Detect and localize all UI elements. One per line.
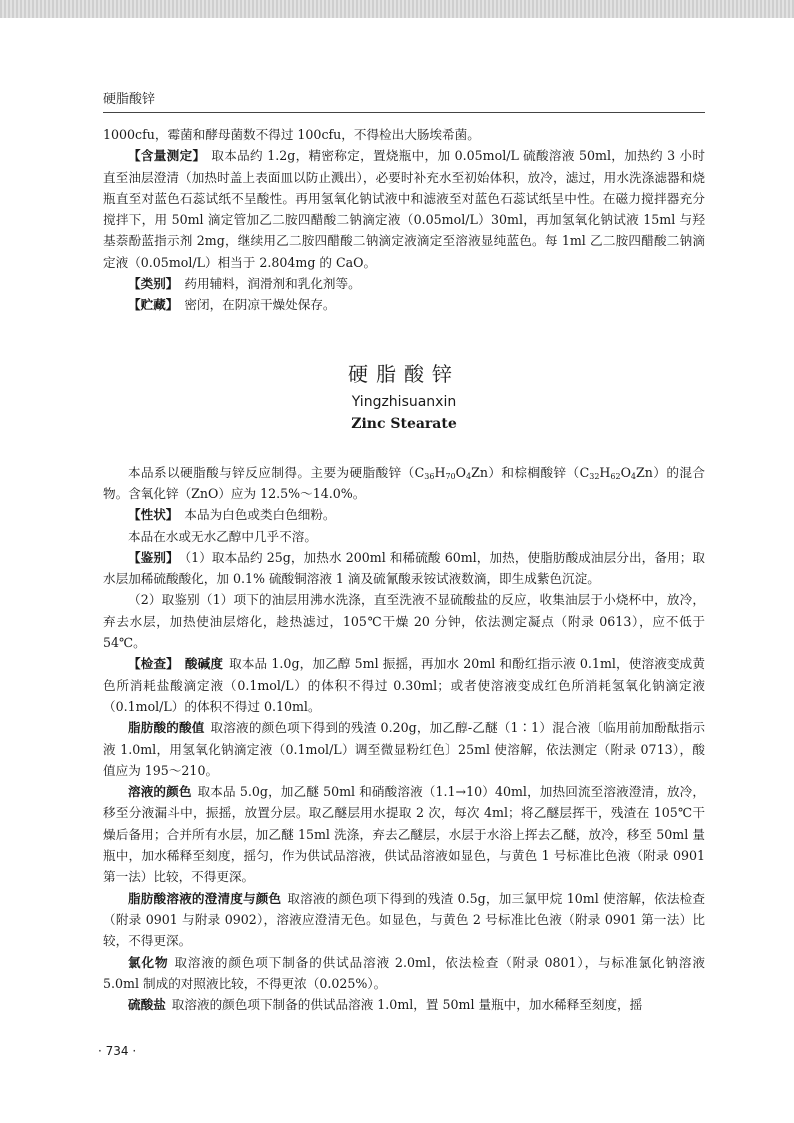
storage-label: 【贮藏】 <box>128 297 179 313</box>
solution-color-label: 溶液的颜色 <box>128 784 192 800</box>
solubility-paragraph: 本品在水或无水乙醇中几乎不溶。 <box>128 528 317 544</box>
clarity-label: 脂肪酸溶液的澄清度与颜色 <box>128 890 282 906</box>
chloride-text: 取溶液的颜色项下制备的供试品溶液 2.0ml，依法检查（附录 0801），与标准氯化钠溶液 5.0ml 制成的对照液比较，不得更浓（0.025%）。 <box>103 954 706 991</box>
scan-top-border <box>0 0 794 18</box>
storage-paragraph <box>103 294 705 315</box>
monograph-title-cn: 硬脂酸锌 <box>348 361 460 386</box>
fatty-acid-value-paragraph <box>103 717 705 781</box>
intro-paragraph: 本品系以硬脂酸与锌反应制得。主要为硬脂酸锌$(C_{36}H_{70}O_4Zn)$和棕榈酸锌$(C_{32}H_{62}O_4Zn)$的混合物。含氧化锌（ZnO）应为 12.5%～14.0%。 <box>103 464 705 501</box>
assay-label: 【含量测定】 <box>128 148 206 164</box>
chloride-label: 氯化物 <box>128 954 169 970</box>
tests-label: 【检查】 <box>128 656 179 672</box>
fatty-acid-value-text: 取溶液的颜色项下得到的残渣 0.20g，加乙醇-乙醚（1∶1）混合液〔临用前加酚酞指示液 1.0ml，用氢氧化钠滴定液（0.1mol/L）调至微显粉红色〕25ml 使溶解，依法测定（附录 0713），酸值应为 195～210。 <box>103 720 705 778</box>
storage-text: 密闭，在阴凉干燥处保存。 <box>184 297 336 313</box>
category-label: 【类别】 <box>128 276 179 292</box>
continued-line: 1000cfu，霉菌和酵母菌数不得过 100cfu，不得检出大肠埃希菌。 <box>103 127 480 142</box>
fatty-acid-value-label: 脂肪酸的酸值 <box>128 720 205 736</box>
sulfate-label: 硫酸盐 <box>128 997 166 1013</box>
running-head: 硬脂酸锌 <box>103 92 156 107</box>
chloride-paragraph <box>103 952 705 995</box>
page-content <box>103 124 705 1015</box>
properties-text: 本品为白色或类白色细粉。 <box>184 507 336 523</box>
acidity-text: 取本品 1.0g，加乙醇 5ml 振摇，再加水 20ml 和酚红指示液 0.1ml，使溶液变成黄色所消耗盐酸滴定液（0.1mol/L）的体积不得过 0.30ml；或者使溶液变成红色所消耗氢氧化钠滴定液（0.1mol/L）的体积不得过 0.10ml。 <box>103 656 705 714</box>
properties-label: 【性状】 <box>128 507 179 523</box>
properties-paragraph <box>103 504 705 525</box>
solution-color-text: 取本品 5.0g，加乙醚 50ml 和硝酸溶液（1.1→10）40ml，加热回流至溶液澄清，放冷，移至分液漏斗中，振摇，放置分层。取乙醚层用水提取 2 次，每次 4ml；将乙醚层挥干，残渣在 105℃干燥后备用；合并所有水层，加乙醚 15ml 洗涤，弃去乙醚层，水层于水浴上挥去乙醚，放冷，移至 50ml 量瓶中，加水稀释至刻度，摇匀，作为供试品溶液，供试品溶液如显色，与黄色 1 号标准比色液（附录 0901 第一法）比较，不得更深。 <box>103 784 705 885</box>
sulfate-paragraph <box>103 994 705 1015</box>
monograph-title-en: Zinc Stearate <box>351 415 457 432</box>
identification-paragraph-1 <box>103 547 705 590</box>
category-paragraph <box>103 273 705 294</box>
category-text: 药用辅料，润滑剂和乳化剂等。 <box>184 276 361 292</box>
sulfate-text: 取溶液的颜色项下制备的供试品溶液 1.0ml，置 50ml 量瓶中，加水稀释至刻度，摇 <box>171 997 643 1013</box>
clarity-text: 取溶液的颜色项下得到的残渣 0.5g，加三氯甲烷 10ml 使溶解，依法检查（附录 0901 与附录 0902），溶液应澄清无色。如显色，与黄色 2 号标准比色液（附录 0901 第一法）比较，不得更深。 <box>103 890 705 949</box>
assay-text: 取本品约 1.2g，精密称定，置烧瓶中，加 0.05mol/L 硫酸溶液 50ml，加热约 3 小时直至油层澄清（加热时盖上表面皿以防止溅出），必要时补充水至初始体积，放冷，滤过，用水洗涤滤器和烧瓶直至对蓝色石蕊试纸不呈酸性。再用氢氧化钠试液中和滤液至对蓝色石蕊试纸呈中性。在磁力搅拌器充分搅拌下，用 50ml 滴定管加乙二胺四醋酸二钠滴定液（0.05mol/L）30ml，再加氢氧化钠试液 15ml 与羟基萘酚蓝指示剂 2mg，继续用乙二胺四醋酸二钠滴定液滴定至溶液显纯蓝色。每 1ml 乙二胺四醋酸二钠滴定液（0.05mol/L）相当于 2.804mg 的 CaO。 <box>103 148 705 270</box>
tests-paragraph <box>103 653 705 717</box>
clarity-paragraph <box>103 888 705 952</box>
header-rule <box>103 112 705 113</box>
assay-paragraph <box>103 145 705 273</box>
acidity-label: 酸碱度 <box>184 656 224 672</box>
identification-text-1: （1）取本品约 25g，加热水 200ml 和稀硫酸 60ml，加热，使脂肪酸成油层分出，备用；取水层加稀硫酸酸化，加 0.1% 硫酸铜溶液 1 滴及硫氰酸汞铵试液数滴，即生成紫色沉淀。 <box>103 549 705 587</box>
identification-paragraph-2: （2）取鉴别（1）项下的油层用沸水洗涤，直至洗液不显硫酸盐的反应，收集油层于小烧杯中，放冷，弃去水层，加热使油层熔化，趁热滤过，105℃干燥 20 分钟，依法测定凝点（附录 0613），应不低于 54℃。 <box>103 592 705 651</box>
identification-label: 【鉴别】 <box>128 549 179 565</box>
monograph-title-pinyin: Yingzhisuanxin <box>351 393 457 410</box>
page-number: · 734 · <box>98 1044 137 1058</box>
solution-color-paragraph <box>103 781 705 887</box>
